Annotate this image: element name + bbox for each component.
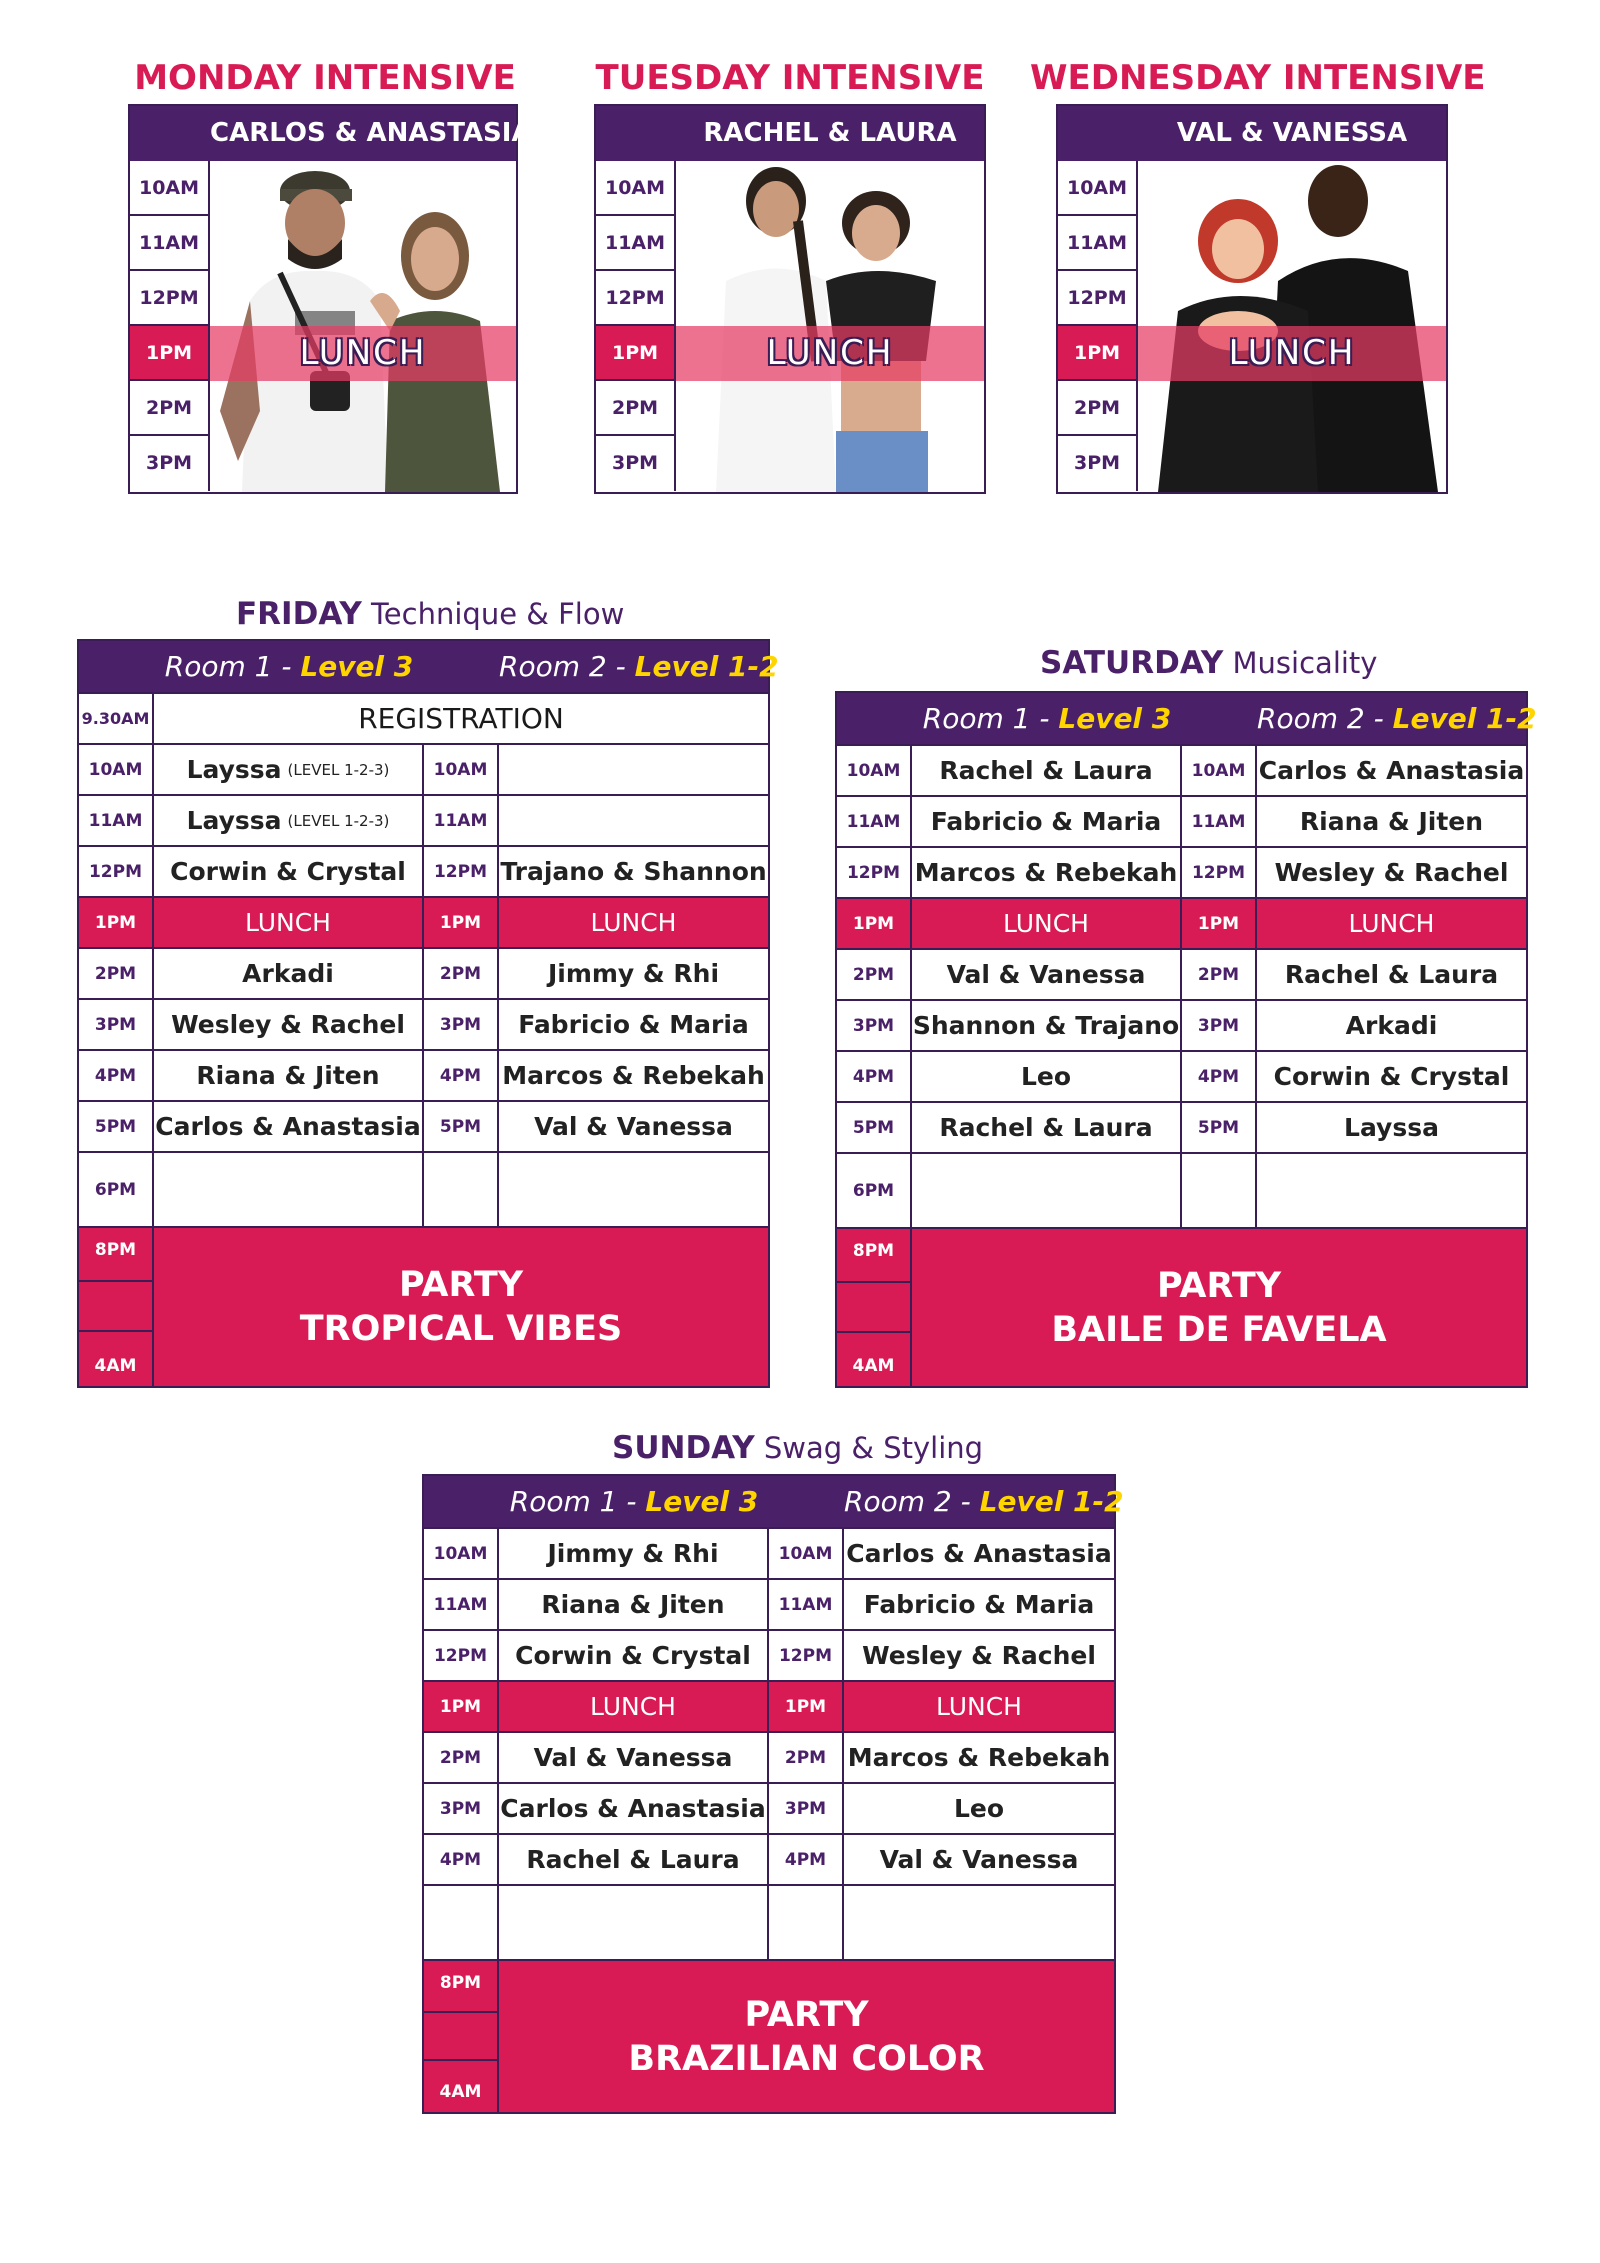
time-label: 1PM <box>1182 899 1257 948</box>
time-label: 10AM <box>1182 746 1257 795</box>
time-label: 6PM <box>79 1153 154 1226</box>
table-row <box>79 1049 768 1100</box>
time-label: 11AM <box>424 1580 499 1629</box>
time-slot: 11AM <box>130 216 208 271</box>
table-row <box>79 794 768 845</box>
time-label: 2PM <box>1182 950 1257 999</box>
time-label: 2PM <box>837 950 912 999</box>
table-row <box>424 1833 1114 1884</box>
time-slot: 12PM <box>596 271 674 326</box>
time-label: 1PM <box>837 899 912 948</box>
monday-teachers: CARLOS & ANASTASIA <box>210 118 532 148</box>
time-label: 3PM <box>79 1000 154 1049</box>
class-cell <box>154 1153 424 1226</box>
class-cell <box>1257 1154 1526 1227</box>
class-cell: Carlos & Anastasia <box>1258 756 1525 785</box>
time-label: 3PM <box>424 1000 499 1049</box>
monday-times <box>130 161 210 491</box>
class-cell: Riana & Jiten <box>154 1051 424 1100</box>
time-label: 1PM <box>424 1682 499 1731</box>
wednesday-table <box>1056 104 1448 494</box>
time-slot: 3PM <box>611 452 659 474</box>
class-cell: Layssa (LEVEL 1-2-3) <box>154 745 424 794</box>
table-row <box>837 948 1526 999</box>
time-slot: 2PM <box>596 381 674 436</box>
party-banner: PARTY TROPICAL VIBES <box>154 1228 768 1386</box>
time-slot: 10AM <box>130 161 208 216</box>
tuesday-times <box>596 161 676 491</box>
class-cell: Marcos & Rebekah <box>847 1743 1111 1772</box>
class-cell: Rachel & Laura <box>912 1103 1182 1152</box>
table-row <box>837 846 1526 897</box>
party-banner: PARTY BRAZILIAN COLOR <box>499 1961 1114 2112</box>
class-cell: Val & Vanessa <box>499 1733 769 1782</box>
friday-theme: Technique & Flow <box>371 597 625 631</box>
time-label: 10AM <box>769 1529 844 1578</box>
friday-room1-label: Room 1 - Level 3 <box>164 650 414 683</box>
class-cell: Trajano & Shannon <box>500 857 767 886</box>
time-label: 12PM <box>769 1631 844 1680</box>
table-row <box>837 744 1526 795</box>
lunch-cell: LUNCH <box>912 899 1182 948</box>
time-slot: 11AM <box>596 216 674 271</box>
tuesday-teachers: RACHEL & LAURA <box>703 118 957 148</box>
party-row <box>79 1226 768 1386</box>
table-row <box>79 743 768 794</box>
class-cell: Fabricio & Maria <box>912 797 1182 846</box>
sunday-day: SUNDAY <box>612 1430 755 1466</box>
tuesday-table <box>594 104 986 494</box>
class-cell: Layssa (LEVEL 1-2-3) <box>154 796 424 845</box>
time-label: 3PM <box>837 1001 912 1050</box>
class-cell: Wesley & Rachel <box>862 1641 1096 1670</box>
class-cell <box>499 1153 768 1226</box>
class-cell <box>912 1154 1182 1227</box>
class-cell: Val & Vanessa <box>534 1112 733 1141</box>
table-row <box>837 795 1526 846</box>
party-times: 8PM 4AM <box>837 1229 912 1386</box>
friday-title <box>236 596 624 632</box>
table-row <box>79 1100 768 1151</box>
class-cell: Leo <box>912 1052 1182 1101</box>
lunch-row <box>424 1680 1114 1731</box>
sunday-title <box>612 1430 983 1466</box>
saturday-day: SATURDAY <box>1040 645 1224 681</box>
time-slot: 1PM <box>1058 326 1136 381</box>
class-cell: Corwin & Crystal <box>154 847 424 896</box>
lunch-cell: LUNCH <box>499 1682 769 1731</box>
lunch-cell: LUNCH <box>499 898 768 947</box>
time-label: 12PM <box>837 848 912 897</box>
class-cell: Val & Vanessa <box>879 1845 1079 1874</box>
table-row <box>837 1152 1526 1227</box>
time-label <box>1182 1154 1257 1227</box>
time-slot: 2PM <box>130 381 208 436</box>
time-slot: 3PM <box>145 452 193 474</box>
time-label: 1PM <box>769 1682 844 1731</box>
sunday-theme: Swag & Styling <box>763 1431 984 1465</box>
saturday-table <box>835 691 1537 1388</box>
saturday-room1-label: Room 1 - Level 3 <box>922 702 1172 735</box>
class-cell: Layssa <box>1344 1113 1439 1142</box>
time-slot: 11AM <box>1058 216 1136 271</box>
party-times: 8PM 4AM <box>424 1961 499 2112</box>
saturday-theme: Musicality <box>1232 646 1378 680</box>
time-label: 4PM <box>424 1835 499 1884</box>
table-row <box>837 999 1526 1050</box>
class-cell: Arkadi <box>1345 1011 1438 1040</box>
table-row <box>79 1151 768 1226</box>
sunday-room1-label: Room 1 - Level 3 <box>509 1485 759 1518</box>
saturday-room2-label: Room 2 - Level 1-2 <box>1257 702 1537 735</box>
time-slot: 12PM <box>130 271 208 326</box>
time-label: 11AM <box>837 797 912 846</box>
monday-lunch: LUNCH <box>210 326 516 381</box>
table-row <box>424 1578 1114 1629</box>
wednesday-title: WEDNESDAY INTENSIVE <box>1030 58 1486 98</box>
table-row <box>79 845 768 896</box>
class-cell: Fabricio & Maria <box>863 1590 1095 1619</box>
time-label: 5PM <box>424 1102 499 1151</box>
time-label: 1PM <box>424 898 499 947</box>
table-row <box>837 1050 1526 1101</box>
wednesday-lunch: LUNCH <box>1138 326 1446 381</box>
class-cell: Rachel & Laura <box>499 1835 769 1884</box>
table-row <box>424 1782 1114 1833</box>
time-label: 12PM <box>424 1631 499 1680</box>
saturday-title <box>1040 645 1377 681</box>
tuesday-lunch: LUNCH <box>676 326 984 381</box>
class-cell: Jimmy & Rhi <box>547 959 720 988</box>
time-slot: 10AM <box>596 161 674 216</box>
class-cell <box>499 745 768 794</box>
time-label: 11AM <box>79 796 154 845</box>
registration-label: REGISTRATION <box>358 702 564 735</box>
time-label: 2PM <box>424 949 499 998</box>
time-label: 3PM <box>1182 1001 1257 1050</box>
class-cell: Marcos & Rebekah <box>502 1061 765 1090</box>
time-slot: 3PM <box>1073 452 1121 474</box>
class-cell: Riana & Jiten <box>499 1580 769 1629</box>
time-label: 5PM <box>1182 1103 1257 1152</box>
time-label: 4PM <box>837 1052 912 1101</box>
time-slot: 1PM <box>596 326 674 381</box>
class-cell: Riana & Jiten <box>1299 807 1484 836</box>
party-row <box>424 1959 1114 2112</box>
class-cell: Carlos & Anastasia <box>154 1102 424 1151</box>
time-label: 12PM <box>424 847 499 896</box>
class-cell: Leo <box>953 1794 1005 1823</box>
class-cell: Val & Vanessa <box>912 950 1182 999</box>
time-label: 10AM <box>837 746 912 795</box>
monday-title: MONDAY INTENSIVE <box>134 58 516 98</box>
sunday-room2-label: Room 2 - Level 1-2 <box>844 1485 1124 1518</box>
tuesday-title: TUESDAY INTENSIVE <box>595 58 985 98</box>
time-label <box>769 1886 844 1959</box>
table-row <box>424 1629 1114 1680</box>
time-label: 11AM <box>424 796 499 845</box>
class-cell: Arkadi <box>154 949 424 998</box>
class-cell: Shannon & Trajano <box>912 1001 1182 1050</box>
time-label: 5PM <box>79 1102 154 1151</box>
time-label: 12PM <box>1182 848 1257 897</box>
table-row <box>837 1101 1526 1152</box>
class-cell <box>844 1886 1114 1959</box>
time-label: 4PM <box>79 1051 154 1100</box>
time-label: 9.30AM <box>79 694 154 743</box>
time-label: 4PM <box>424 1051 499 1100</box>
registration-row <box>79 692 768 743</box>
time-label: 4PM <box>769 1835 844 1884</box>
time-label: 10AM <box>424 1529 499 1578</box>
friday-day: FRIDAY <box>236 596 362 632</box>
time-label: 10AM <box>79 745 154 794</box>
table-row <box>79 998 768 1049</box>
lunch-cell: LUNCH <box>844 1682 1114 1731</box>
class-cell <box>499 1886 769 1959</box>
time-label: 5PM <box>837 1103 912 1152</box>
friday-table <box>77 639 779 1388</box>
time-label: 2PM <box>769 1733 844 1782</box>
time-label: 11AM <box>769 1580 844 1629</box>
class-cell: Carlos & Anastasia <box>846 1539 1112 1568</box>
class-cell: Rachel & Laura <box>1284 960 1499 989</box>
table-row <box>424 1884 1114 1959</box>
time-slot: 1PM <box>130 326 208 381</box>
class-cell: Fabricio & Maria <box>518 1010 749 1039</box>
class-cell: Jimmy & Rhi <box>499 1529 769 1578</box>
time-label: 2PM <box>424 1733 499 1782</box>
time-label: 6PM <box>837 1154 912 1227</box>
time-label: 3PM <box>424 1784 499 1833</box>
table-row <box>424 1527 1114 1578</box>
time-label: 1PM <box>79 898 154 947</box>
time-slot: 2PM <box>1058 381 1136 436</box>
time-label: 4PM <box>1182 1052 1257 1101</box>
time-label: 11AM <box>1182 797 1257 846</box>
party-banner: PARTY BAILE DE FAVELA <box>912 1229 1526 1386</box>
time-label: 2PM <box>79 949 154 998</box>
monday-table <box>128 104 532 494</box>
table-row <box>424 1731 1114 1782</box>
class-cell: Corwin & Crystal <box>1273 1062 1510 1091</box>
time-slot: 10AM <box>1058 161 1136 216</box>
time-label: 12PM <box>79 847 154 896</box>
class-cell: Corwin & Crystal <box>499 1631 769 1680</box>
lunch-row <box>837 897 1526 948</box>
friday-room2-label: Room 2 - Level 1-2 <box>499 650 779 683</box>
party-row <box>837 1227 1526 1386</box>
time-label <box>424 1886 499 1959</box>
wednesday-times <box>1058 161 1138 491</box>
time-label: 3PM <box>769 1784 844 1833</box>
time-label: 10AM <box>424 745 499 794</box>
class-cell: Rachel & Laura <box>912 746 1182 795</box>
class-cell: Carlos & Anastasia <box>499 1784 769 1833</box>
time-slot: 12PM <box>1058 271 1136 326</box>
wednesday-teachers: VAL & VANESSA <box>1176 118 1408 148</box>
table-row <box>79 947 768 998</box>
sunday-table <box>422 1474 1124 2114</box>
time-label <box>424 1153 499 1226</box>
party-times: 8PM 4AM <box>79 1228 154 1386</box>
lunch-cell: LUNCH <box>154 898 424 947</box>
lunch-cell: LUNCH <box>1257 899 1526 948</box>
class-cell: Wesley & Rachel <box>1274 858 1509 887</box>
class-cell <box>499 796 768 845</box>
class-cell: Wesley & Rachel <box>154 1000 424 1049</box>
class-cell: Marcos & Rebekah <box>912 848 1182 897</box>
lunch-row <box>79 896 768 947</box>
